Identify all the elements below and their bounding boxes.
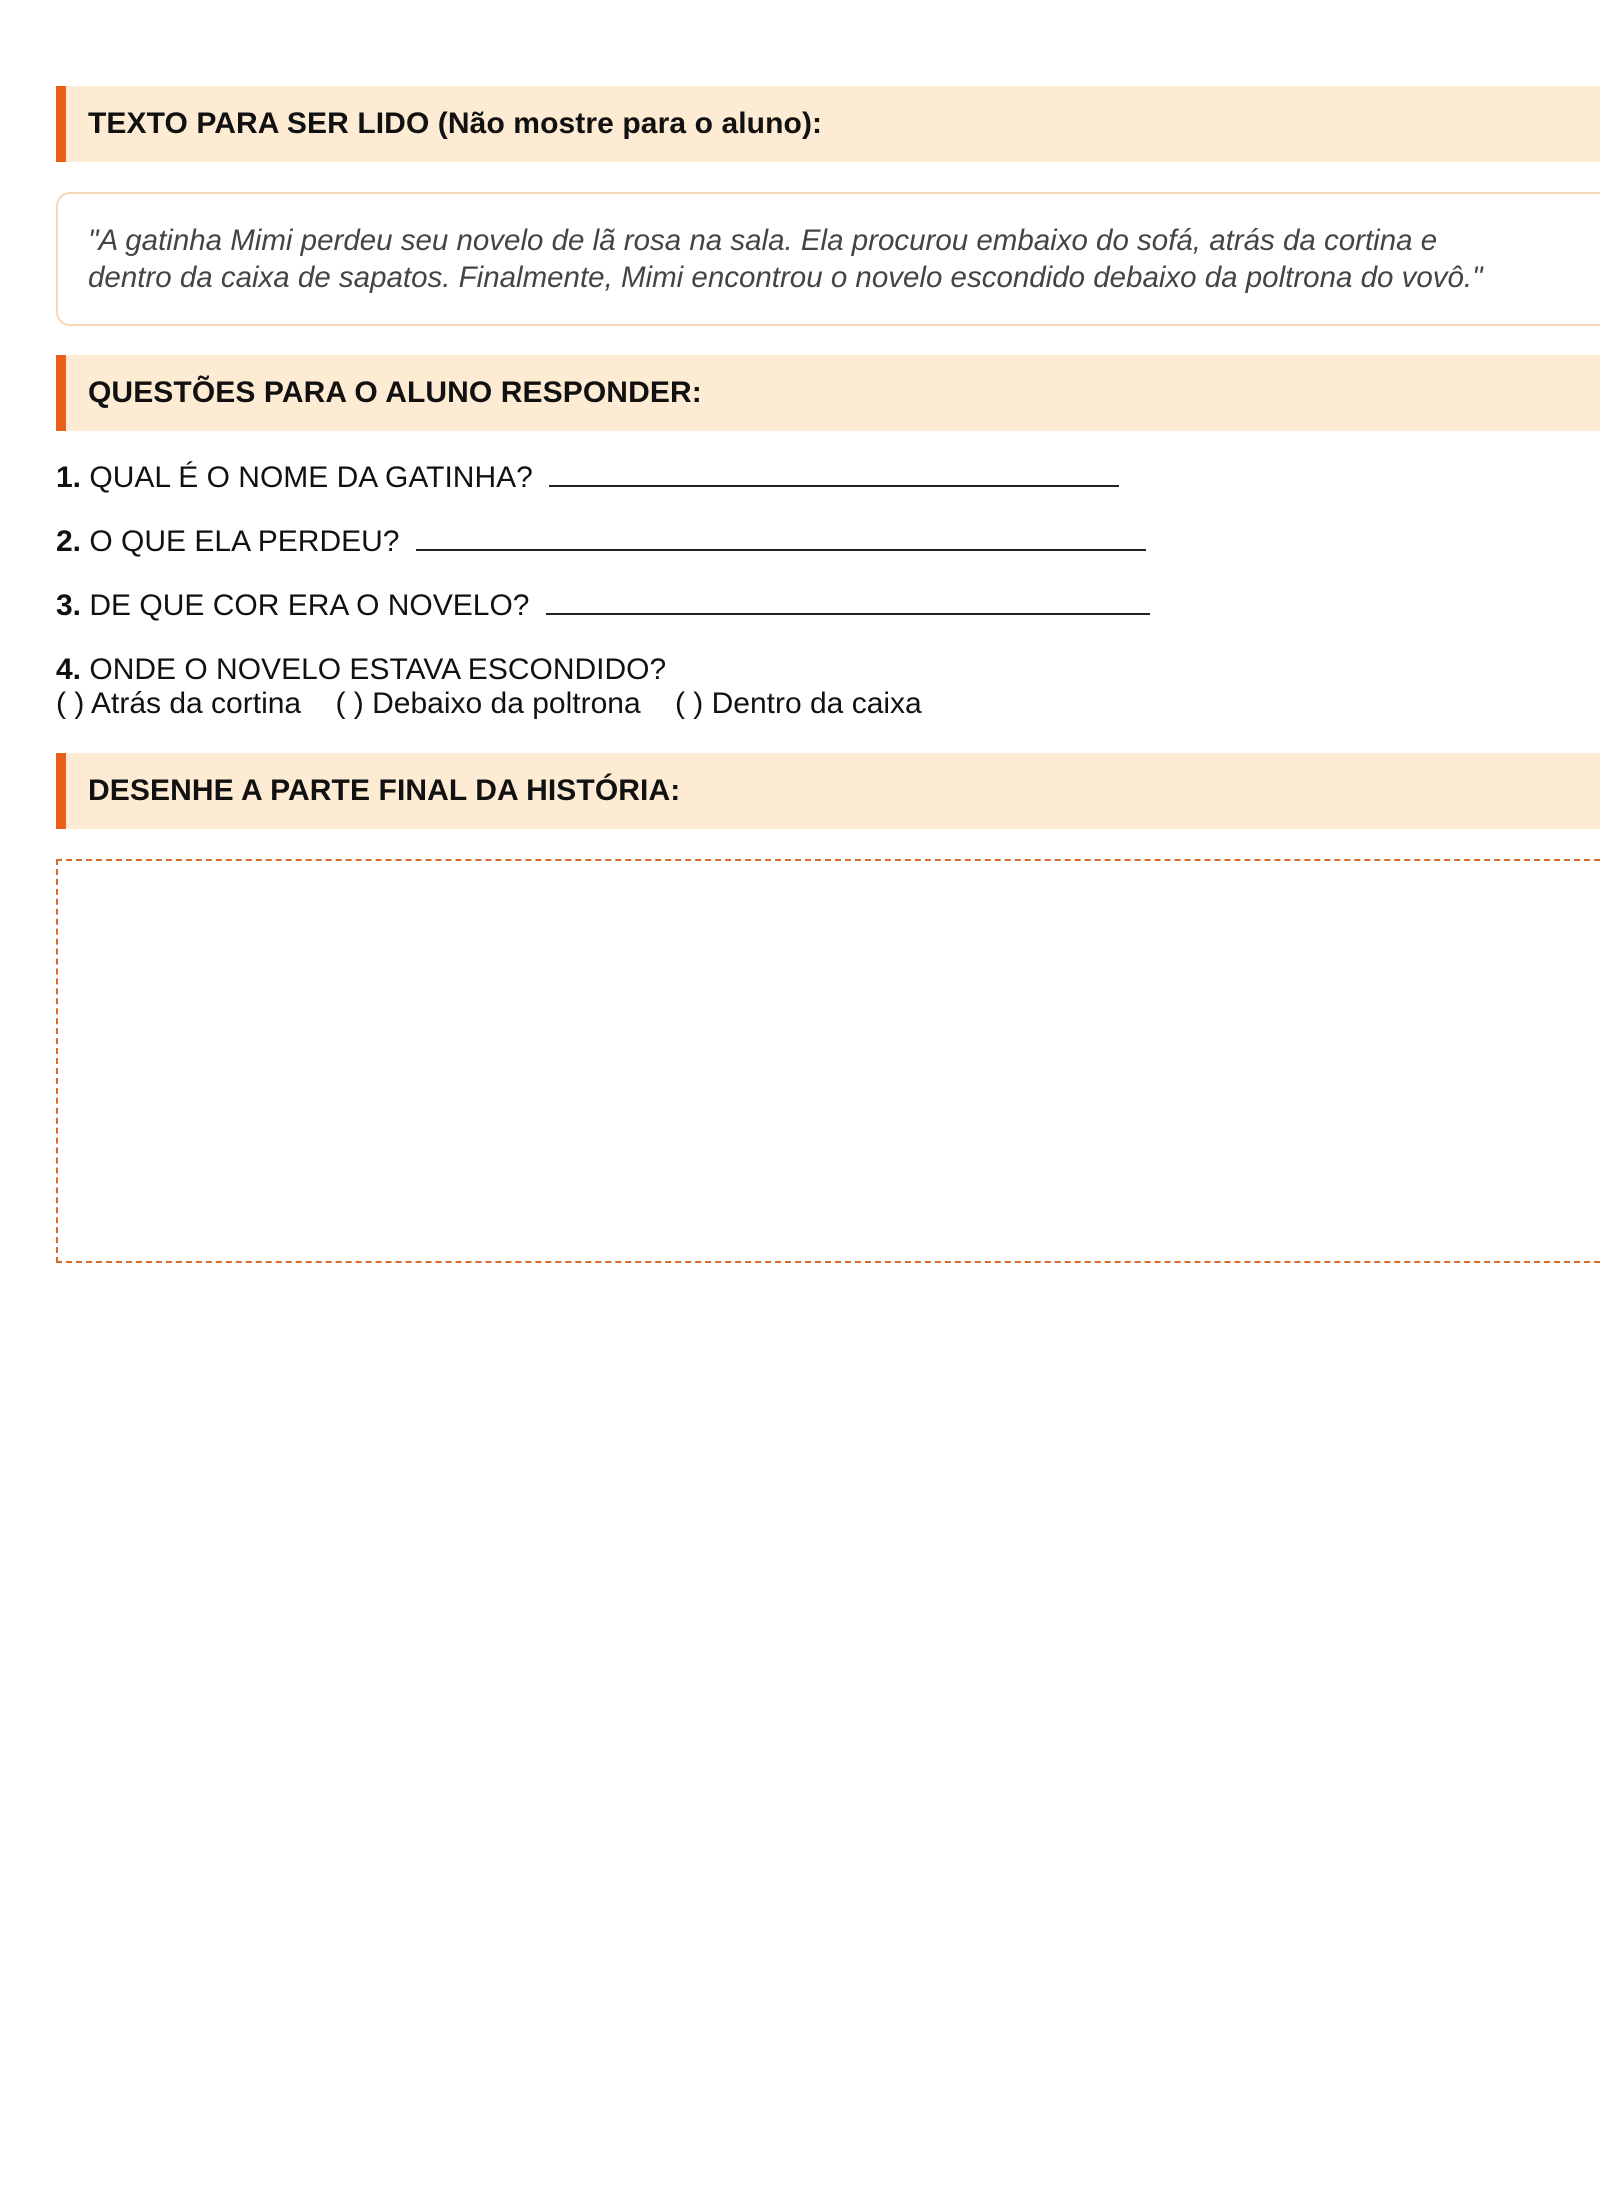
question-3 — [56, 589, 1600, 623]
question-text: ONDE O NOVELO ESTAVA ESCONDIDO? — [89, 653, 667, 686]
question-1 — [56, 461, 1600, 495]
drawing-section-header — [56, 753, 1600, 829]
question-2 — [56, 525, 1600, 559]
answer-line-1[interactable] — [549, 463, 1119, 487]
reading-text-line-2: dentro da caixa de sapatos. Finalmente, Mimi encontrou o novelo escondido debaixo da poltrona do vovô." — [88, 261, 1483, 294]
question-text: O QUE ELA PERDEU? — [89, 525, 400, 558]
option-dentro-da-caixa[interactable]: ( ) Dentro da caixa — [674, 687, 922, 720]
reading-section-title: TEXTO PARA SER LIDO (Não mostre para o aluno): — [88, 107, 823, 140]
drawing-area[interactable] — [56, 859, 1600, 1263]
worksheet — [56, 86, 1600, 1263]
reading-text-line-1: "A gatinha Mimi perdeu seu novelo de lã rosa na sala. Ela procurou embaixo do sofá, atrás da cortina e — [88, 224, 1438, 257]
option-atras-da-cortina[interactable]: ( ) Atrás da cortina — [56, 687, 302, 720]
question-4-options — [56, 687, 1600, 721]
questions-section-title: QUESTÕES PARA O ALUNO RESPONDER: — [88, 376, 702, 409]
questions-section-header — [56, 355, 1600, 431]
drawing-section-title: DESENHE A PARTE FINAL DA HISTÓRIA: — [88, 774, 681, 807]
question-number: 2. — [56, 525, 82, 558]
reading-section-header — [56, 86, 1600, 162]
question-text: DE QUE COR ERA O NOVELO? — [89, 589, 530, 622]
answer-line-2[interactable] — [416, 527, 1146, 551]
reading-text-box — [56, 192, 1600, 326]
question-number: 4. — [56, 653, 82, 686]
question-number: 3. — [56, 589, 82, 622]
question-4 — [56, 653, 1600, 687]
answer-line-3[interactable] — [546, 591, 1150, 615]
question-text: QUAL É O NOME DA GATINHA? — [89, 461, 533, 494]
option-debaixo-da-poltrona[interactable]: ( ) Debaixo da poltrona — [335, 687, 641, 720]
question-number: 1. — [56, 461, 82, 494]
